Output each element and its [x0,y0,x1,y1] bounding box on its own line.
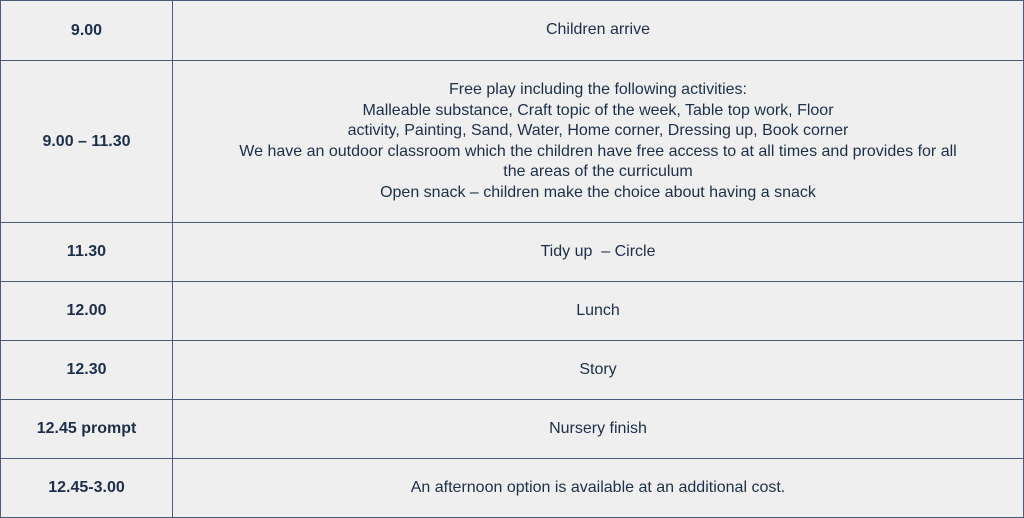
activity-line: the areas of the curriculum [503,163,693,180]
time-cell: 12.45 prompt [1,400,173,459]
activity-line: Free play including the following activities: [449,81,747,98]
table-row [1,459,1024,518]
activity-line: Nursery finish [549,419,647,437]
activity-line: activity, Painting, Sand, Water, Home corner, Dressing up, Book corner [347,122,849,139]
time-cell: 12.45-3.00 [1,459,173,518]
activity-line: We have an outdoor classroom which the children have free access to at all times and provides for all [239,142,957,160]
activity-line: Story [579,360,617,378]
activity-line: Tidy up – Circle [540,242,656,260]
time-cell: 9.00 – 11.30 [1,61,173,223]
activity-line: Open snack – children make the choice about having a snack [380,183,816,201]
time-cell: 11.30 [1,223,173,282]
activity-cell [173,282,1024,341]
table-row [1,341,1024,400]
table-row [1,61,1024,223]
table-row [1,223,1024,282]
activity-line: Children arrive [545,21,651,39]
activity-cell [173,61,1024,223]
time-cell: 12.00 [1,282,173,341]
activity-cell [173,400,1024,459]
activity-cell [173,341,1024,400]
time-cell: 9.00 [1,1,173,61]
time-cell: 12.30 [1,341,173,400]
activity-cell [173,1,1024,61]
table-row [1,400,1024,459]
table-row [1,1,1024,61]
activity-line: Lunch [576,301,620,319]
activity-cell [173,459,1024,518]
activity-cell [173,223,1024,282]
table-row [1,282,1024,341]
activity-line: An afternoon option is available at an additional cost. [410,478,786,496]
activity-line: Malleable substance, Craft topic of the week, Table top work, Floor [362,101,834,119]
